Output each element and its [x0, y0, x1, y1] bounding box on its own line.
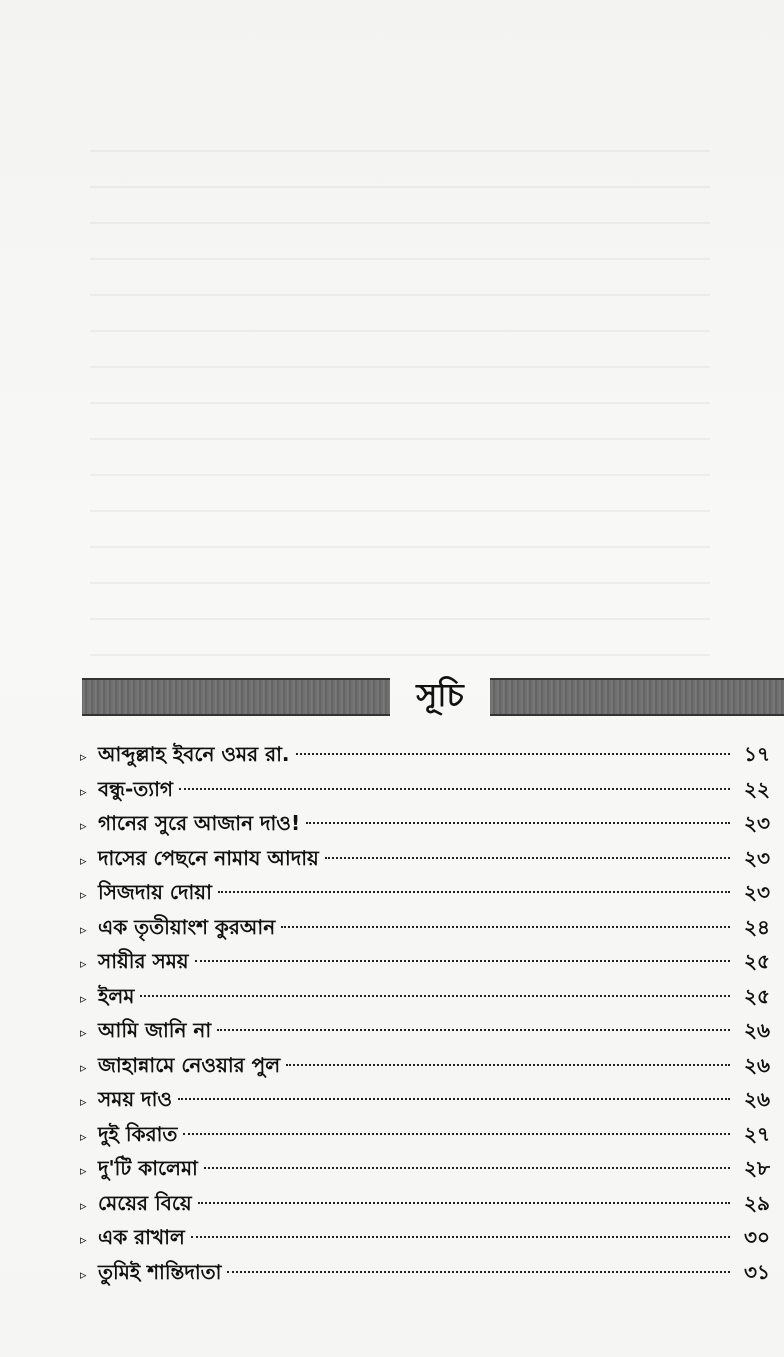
bullet-icon: ▹ [80, 888, 87, 903]
bullet-icon: ▹ [80, 1198, 87, 1214]
toc-entry [80, 775, 770, 810]
toc-entry-page-number: ৩০ [743, 1225, 770, 1249]
dot-leader [306, 822, 730, 824]
dot-leader [178, 1098, 730, 1100]
toc-entry-title: জাহান্নামে নেওয়ার পুল [98, 1052, 281, 1077]
toc-entry-page-number: ২৯ [744, 1190, 770, 1215]
bullet-icon: ▹ [80, 991, 87, 1007]
toc-entry-page-number: ২৮ [744, 1156, 770, 1180]
toc-entry-title: সময় দাও [98, 1087, 173, 1111]
toc-entry-page-number: ২২ [743, 776, 770, 801]
toc-entry-page-number: ২৫ [744, 983, 770, 1008]
toc-entry [80, 913, 770, 948]
bullet-icon: ▹ [80, 819, 87, 834]
dot-leader [140, 995, 730, 997]
toc-entry [80, 878, 770, 913]
toc-entry-title: এক রাখাল [98, 1225, 185, 1249]
dot-leader [218, 891, 730, 893]
toc-entry-title: সায়ীর সময় [98, 949, 189, 973]
toc-header [0, 672, 784, 718]
dot-leader [198, 1202, 730, 1204]
toc-entry-page-number: ২৭ [743, 1121, 770, 1146]
toc-entry-page-number: ৩১ [744, 1259, 770, 1284]
toc-entry-title: গানের সুরে আজান দাও! [98, 811, 301, 835]
dot-leader [296, 753, 730, 755]
toc-entry-page-number: ১৭ [744, 742, 770, 766]
toc-entry-title: আমি জানি না [98, 1018, 212, 1042]
toc-entry [80, 844, 770, 879]
bullet-icon: ▹ [80, 750, 87, 765]
toc-entry-title: ইলম [98, 983, 135, 1008]
toc-entry-page-number: ২৬ [743, 1087, 770, 1111]
bullet-icon: ▹ [80, 1026, 87, 1041]
dot-leader [179, 788, 730, 790]
dot-leader [183, 1133, 730, 1135]
toc-entry [80, 1189, 770, 1224]
dot-leader [227, 1271, 730, 1273]
bullet-icon: ▹ [80, 1267, 87, 1283]
toc-entry-page-number: ২৫ [744, 949, 770, 973]
page-title: সূচি [416, 676, 464, 714]
bullet-icon: ▹ [80, 922, 87, 938]
dot-leader [195, 960, 730, 962]
bullet-icon: ▹ [80, 784, 87, 800]
bullet-icon: ▹ [80, 853, 87, 869]
toc-entry-title: দু'টি কালেমা [98, 1156, 198, 1180]
toc-entry-title: তুমিই শান্তিদাতা [98, 1259, 222, 1284]
dot-leader [204, 1167, 730, 1169]
toc-entry [80, 809, 770, 844]
toc-entry [80, 1120, 770, 1155]
toc-entry-title: সিজদায় দোয়া [98, 880, 212, 904]
bullet-icon: ▹ [80, 1095, 87, 1110]
toc-entry-title: এক তৃতীয়াংশ কুরআন [98, 914, 276, 939]
dot-leader [217, 1029, 730, 1031]
bullet-icon: ▹ [80, 957, 87, 972]
toc-entry-title: মেয়ের বিয়ে [98, 1190, 192, 1215]
toc-entry [80, 1085, 770, 1120]
toc-entry-page-number: ২৬ [743, 1052, 770, 1077]
toc-entry-title: আব্দুল্লাহ ইবনে ওমর রা. [98, 742, 290, 766]
toc-entry [80, 1154, 770, 1189]
toc-entry [80, 1223, 770, 1258]
toc-entry [80, 740, 770, 775]
toc-entry-page-number: ২৩ [743, 845, 770, 870]
dot-leader [286, 1064, 730, 1066]
bullet-icon: ▹ [80, 1164, 87, 1179]
bullet-icon: ▹ [80, 1060, 87, 1076]
dot-leader [325, 857, 730, 859]
bullet-icon: ▹ [80, 1233, 87, 1248]
toc-entry-title: বন্ধু-ত্যাগ [98, 776, 173, 801]
toc-entry-page-number: ২৬ [743, 1018, 770, 1042]
toc-entry [80, 1051, 770, 1086]
dot-leader [281, 926, 730, 928]
toc-entry [80, 1016, 770, 1051]
dot-leader [191, 1236, 730, 1238]
toc-entry-page-number: ২৪ [744, 914, 770, 939]
header-bar-left [82, 678, 390, 716]
bullet-icon: ▹ [80, 1129, 87, 1145]
toc-entry-page-number: ২৩ [743, 880, 770, 904]
toc-entry-title: দুই কিরাত [98, 1121, 178, 1146]
toc-entry [80, 982, 770, 1017]
bleed-through-text [90, 120, 710, 660]
toc-entry [80, 947, 770, 982]
header-bar-right [490, 678, 784, 716]
toc-entry-title: দাসের পেছনে নামায আদায় [98, 845, 319, 870]
toc-entry [80, 1258, 770, 1293]
toc-entry-page-number: ২৩ [743, 811, 770, 835]
table-of-contents [80, 740, 770, 1292]
